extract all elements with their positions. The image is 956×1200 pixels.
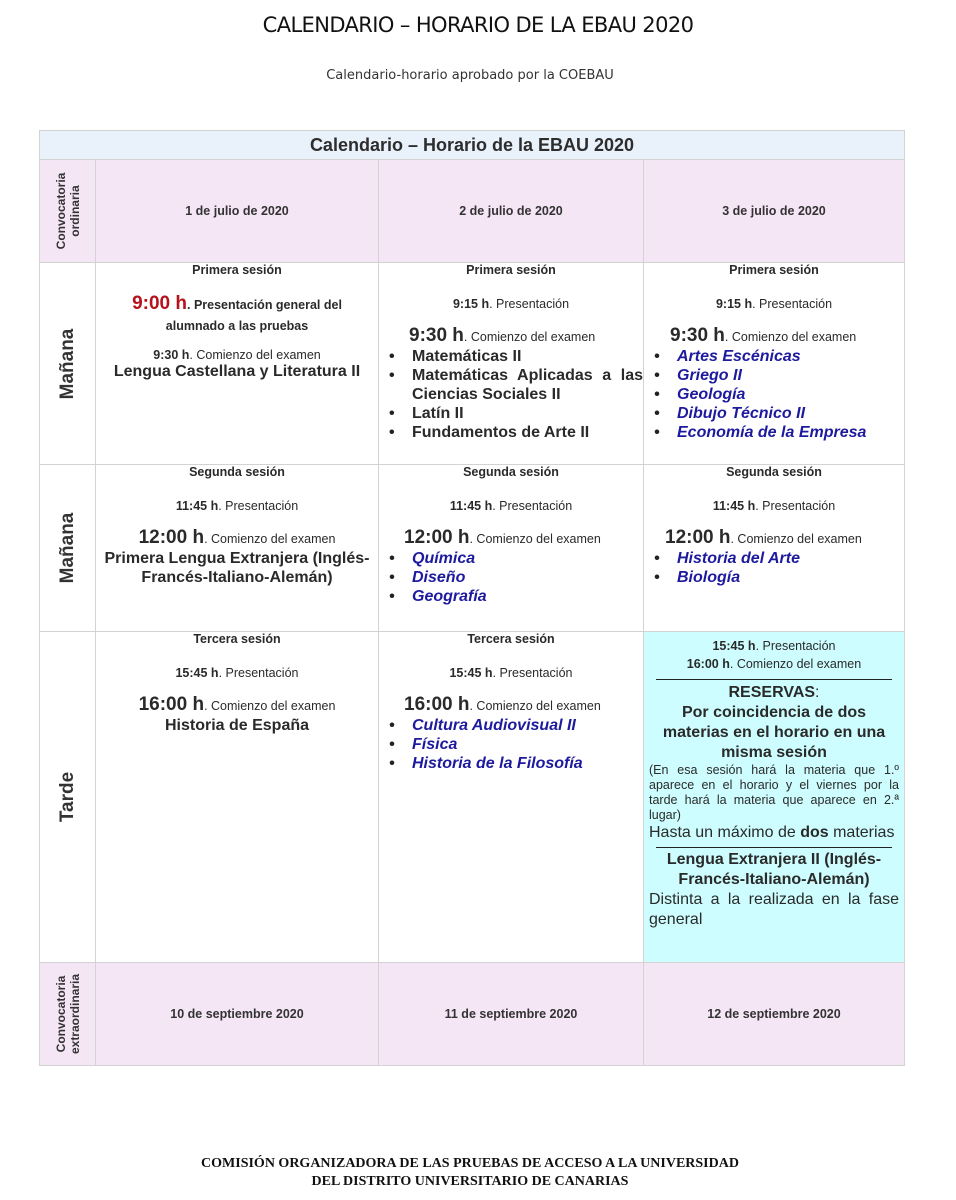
list-item: • Griego II [644, 366, 904, 385]
presentation-time: 9:15 h. Presentación [715, 297, 833, 311]
session1-day1 [96, 263, 379, 465]
list-item: • Biología [644, 568, 904, 587]
lengua-extranjera-title: Lengua Extranjera II (Inglés-Francés-Italiano-Alemán) [666, 851, 882, 888]
date-extra-day3: 12 de septiembre 2020 [644, 963, 905, 1066]
session3-day2 [379, 632, 644, 963]
list-item: • Artes Escénicas [644, 347, 904, 366]
exam-start: 9:30 h. Comienzo del examen [670, 325, 857, 346]
session-label: Primera sesión [466, 263, 556, 277]
list-item: • Química [379, 549, 643, 568]
presentation-time: 11:45 h. Presentación [712, 499, 836, 513]
date-extra-day2: 11 de septiembre 2020 [379, 963, 644, 1066]
exam-start: 9:30 h. Comienzo del examen [409, 325, 596, 346]
document-subtitle: Calendario-horario aprobado por la COEBAU [326, 68, 614, 83]
list-item: • Matemáticas Aplicadas a las Ciencias Sociales II [379, 366, 643, 404]
date-extra-day1: 10 de septiembre 2020 [96, 963, 379, 1066]
list-item: • Física [379, 735, 643, 754]
footer-line1: COMISIÓN ORGANIZADORA DE LAS PRUEBAS DE ACCESO A LA UNIVERSIDAD [201, 1156, 739, 1171]
row-label-tarde: Tarde [40, 632, 96, 963]
presentation-time: 15:45 h. Presentación [175, 666, 299, 680]
row-label-manana-1: Mañana [40, 263, 96, 465]
list-item: • Geología [644, 385, 904, 404]
subject-list [379, 347, 643, 442]
list-item: • Fundamentos de Arte II [379, 423, 643, 442]
table-title: Calendario – Horario de la EBAU 2020 [40, 131, 905, 160]
list-item: • Dibujo Técnico II [644, 404, 904, 423]
session-label: Primera sesión [729, 263, 819, 277]
list-item: • Geografía [379, 587, 643, 606]
exam-start: 16:00 h. Comienzo del examen [404, 694, 601, 715]
presentation-general-line2: alumnado a las pruebas [165, 319, 309, 333]
list-item: • Diseño [379, 568, 643, 587]
session-label: Tercera sesión [193, 632, 281, 646]
presentation-time: 15:45 h. Presentación [449, 666, 573, 680]
session2-day1 [96, 465, 379, 632]
reservas-note: (En esa sesión hará la materia que 1.º aparece en el horario y el viernes por la tarde hará la materia que aparece en 2.ª lugar) [649, 763, 899, 822]
row-label-ordinaria: Convocatoria ordinaria [40, 160, 96, 263]
subject-primera-lengua-extranjera: Primera Lengua Extranjera (Inglés-Francés-Italiano-Alemán) [104, 550, 370, 586]
list-item: • Historia del Arte [644, 549, 904, 568]
document-title: CALENDARIO – HORARIO DE LA EBAU 2020 [262, 13, 694, 37]
divider [656, 843, 892, 848]
session-label: Segunda sesión [189, 465, 285, 479]
subject-historia-espana: Historia de España [164, 717, 310, 734]
date-day1: 1 de julio de 2020 [96, 160, 379, 263]
presentation-general: 9:00 h. Presentación general del [132, 293, 342, 314]
reservas-max: Hasta un máximo de dos materias [649, 824, 895, 841]
schedule-table [39, 130, 905, 1066]
session3-day3-reservas [644, 632, 905, 963]
session-label: Segunda sesión [726, 465, 822, 479]
exam-start: 12:00 h. Comienzo del examen [138, 527, 336, 548]
list-item: • Historia de la Filosofía [379, 754, 643, 773]
subject-lengua-castellana: Lengua Castellana y Literatura II [113, 363, 361, 380]
presentation-time: 11:45 h. Presentación [449, 499, 573, 513]
footer-line2: DEL DISTRITO UNIVERSITARIO DE CANARIAS [311, 1174, 629, 1189]
lengua-extranjera-note: Distinta a la realizada en la fase general [649, 891, 899, 928]
exam-start: 16:00 h. Comienzo del examen [138, 694, 336, 715]
list-item: • Matemáticas II [379, 347, 643, 366]
divider [656, 671, 892, 680]
subject-list [379, 549, 643, 606]
date-day3: 3 de julio de 2020 [644, 160, 905, 263]
subject-list [644, 549, 904, 587]
session1-day3 [644, 263, 905, 465]
footer [0, 1155, 940, 1191]
list-item: • Cultura Audiovisual II [379, 716, 643, 735]
subject-list [644, 347, 904, 442]
session3-day1 [96, 632, 379, 963]
reservas-title: Por coincidencia de dos materias en el horario en una misma sesión [662, 704, 886, 761]
row-label-manana-2: Mañana [40, 465, 96, 632]
list-item: • Economía de la Empresa [644, 423, 904, 442]
session2-day2 [379, 465, 644, 632]
list-item: • Latín II [379, 404, 643, 423]
exam-start: 9:30 h. Comienzo del examen [153, 348, 321, 362]
presentation-time: 15:45 h. Presentación [712, 639, 836, 653]
session-label: Tercera sesión [467, 632, 555, 646]
reservas-label: RESERVAS: [728, 684, 820, 701]
row-label-extraordinaria: Convocatoria extraordinaria [40, 963, 96, 1066]
session-label: Primera sesión [192, 263, 282, 277]
exam-start: 12:00 h. Comienzo del examen [404, 527, 601, 548]
exam-start: 16:00 h. Comienzo del examen [686, 657, 862, 671]
presentation-time: 11:45 h. Presentación [175, 499, 299, 513]
exam-start: 12:00 h. Comienzo del examen [665, 527, 862, 548]
session-label: Segunda sesión [463, 465, 559, 479]
session2-day3 [644, 465, 905, 632]
presentation-time: 9:15 h. Presentación [452, 297, 570, 311]
session1-day2 [379, 263, 644, 465]
date-day2: 2 de julio de 2020 [379, 160, 644, 263]
subject-list [379, 716, 643, 773]
